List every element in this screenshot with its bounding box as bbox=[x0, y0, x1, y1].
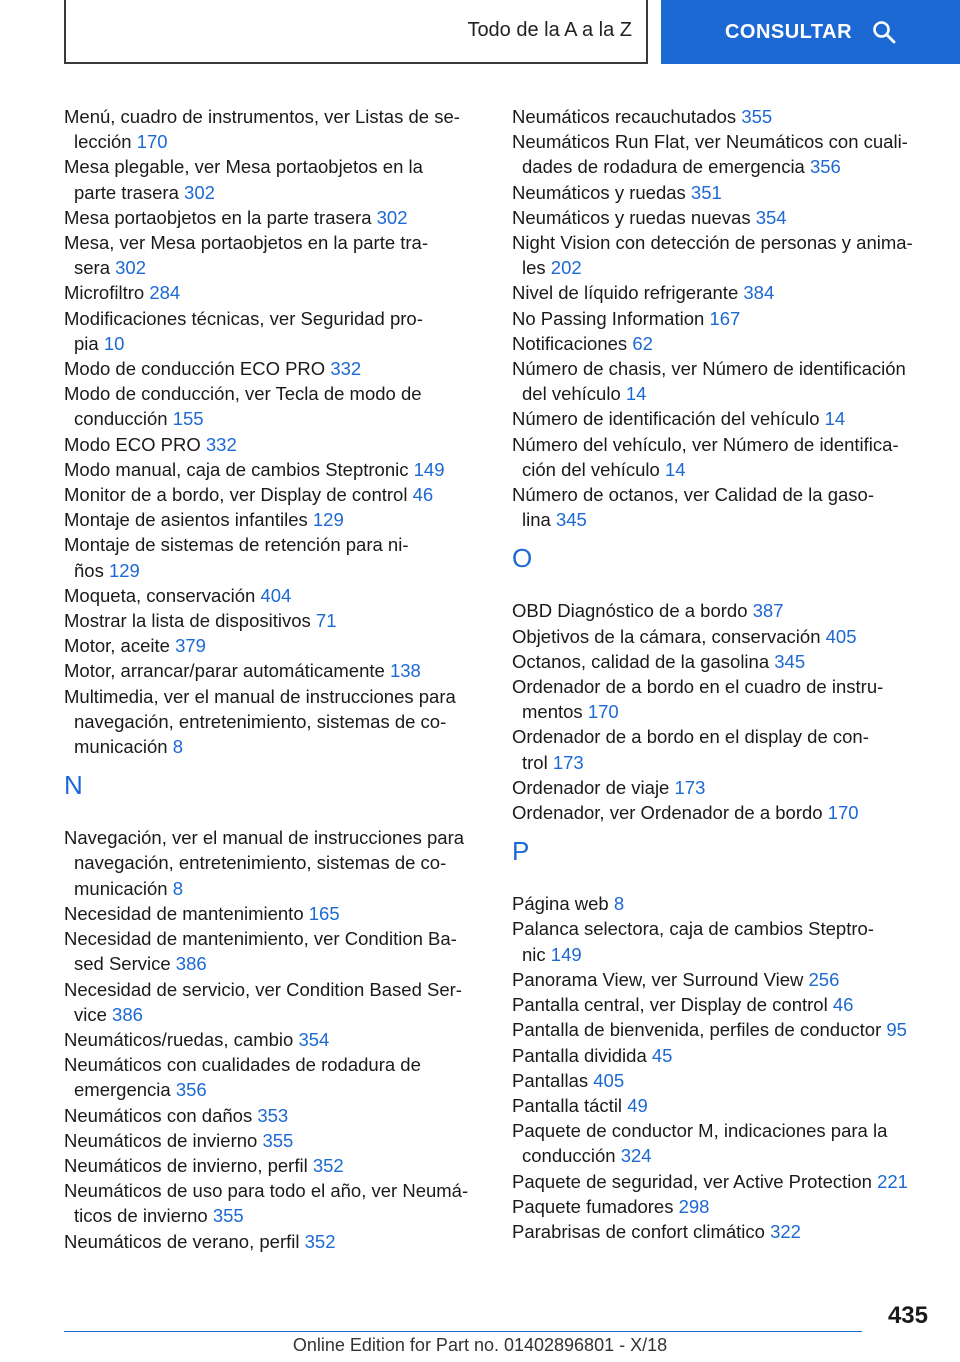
entry-text-continued: lección bbox=[74, 131, 137, 153]
index-entry bbox=[512, 356, 932, 406]
page-link[interactable]: 8 bbox=[172, 877, 184, 899]
page-link[interactable]: 138 bbox=[389, 660, 421, 682]
entry-text-continued: navegación, entretenimiento, sistemas de co- bbox=[74, 710, 447, 732]
entry-text: Notificaciones bbox=[512, 332, 633, 354]
entry-text: Ordenador de viaje bbox=[512, 776, 675, 798]
index-entry bbox=[512, 432, 932, 482]
index-entry bbox=[64, 482, 484, 507]
index-column-right bbox=[512, 104, 932, 1244]
page-link[interactable]: 173 bbox=[674, 776, 706, 798]
entry-text: Neumáticos con daños bbox=[64, 1104, 258, 1126]
page-link[interactable]: 404 bbox=[260, 584, 292, 606]
page-link[interactable]: 284 bbox=[149, 282, 181, 304]
page-link[interactable]: 256 bbox=[808, 968, 840, 990]
entry-text-continued: ños bbox=[74, 559, 109, 581]
entry-text: Panorama View, ver Surround View bbox=[512, 968, 809, 990]
entry-text: Necesidad de mantenimiento, ver Condition Ba- bbox=[64, 928, 457, 950]
page-link[interactable]: 46 bbox=[832, 994, 854, 1016]
page-link[interactable]: 46 bbox=[412, 484, 434, 506]
index-entry bbox=[64, 825, 484, 901]
index-entry bbox=[64, 977, 484, 1027]
page-link[interactable]: 405 bbox=[593, 1069, 625, 1091]
index-entry bbox=[64, 154, 484, 204]
index-entry bbox=[512, 230, 932, 280]
entry-text: Mesa portaobjetos en la parte trasera bbox=[64, 206, 377, 228]
index-entry bbox=[512, 1118, 932, 1168]
page-link[interactable]: 149 bbox=[413, 458, 445, 480]
footer-divider bbox=[64, 1331, 862, 1332]
index-entry bbox=[64, 356, 484, 381]
consult-button-label: CONSULTAR bbox=[724, 20, 853, 43]
entry-text: Microfiltro bbox=[64, 282, 150, 304]
index-entry bbox=[512, 724, 932, 774]
entry-text: Modificaciones técnicas, ver Seguridad pro- bbox=[64, 307, 423, 329]
entry-text-continued: emergencia bbox=[74, 1079, 176, 1101]
page-link[interactable]: 387 bbox=[752, 600, 784, 622]
page-link[interactable]: 129 bbox=[108, 559, 140, 581]
entry-text-continued: sera bbox=[74, 257, 116, 279]
entry-text: Modo de conducción ECO PRO bbox=[64, 358, 331, 380]
page-link[interactable]: 356 bbox=[809, 156, 841, 178]
index-entry bbox=[512, 180, 932, 205]
entry-text: Necesidad de mantenimiento bbox=[64, 902, 309, 924]
page-link[interactable]: 14 bbox=[824, 408, 846, 430]
page-link[interactable]: 167 bbox=[709, 307, 741, 329]
page-link[interactable]: 14 bbox=[625, 383, 647, 405]
page-link[interactable]: 345 bbox=[555, 509, 587, 531]
index-entry bbox=[512, 598, 932, 623]
index-entry bbox=[512, 916, 932, 966]
index-entry bbox=[512, 1194, 932, 1219]
index-group-m bbox=[64, 104, 484, 759]
page-link[interactable]: 379 bbox=[175, 635, 206, 657]
page-link[interactable]: 170 bbox=[827, 802, 859, 824]
page-link[interactable]: 324 bbox=[620, 1145, 652, 1167]
entry-text-continued: dades de rodadura de emergencia bbox=[522, 156, 810, 178]
index-entry bbox=[64, 583, 484, 608]
entry-text-continued: ticos de invierno bbox=[74, 1205, 213, 1227]
index-entry bbox=[64, 1027, 484, 1052]
index-entry bbox=[512, 306, 932, 331]
entry-text: Neumáticos recauchutados bbox=[512, 106, 742, 127]
index-entry bbox=[512, 406, 932, 431]
entry-text: Pantalla de bienvenida, perfiles de conductor bbox=[512, 1019, 887, 1041]
page-link[interactable]: 302 bbox=[376, 206, 408, 228]
search-icon bbox=[872, 20, 896, 44]
entry-text: Neumáticos Run Flat, ver Neumáticos con cuali- bbox=[512, 131, 908, 153]
index-entry bbox=[512, 800, 932, 825]
entry-text: Mesa, ver Mesa portaobjetos en la parte tra- bbox=[64, 232, 429, 254]
entry-text: Ordenador, ver Ordenador de a bordo bbox=[512, 802, 828, 824]
index-entry bbox=[64, 1178, 484, 1228]
entry-text: Paquete de conductor M, indicaciones para la bbox=[512, 1120, 888, 1142]
page-link[interactable]: 302 bbox=[115, 257, 147, 279]
entry-text-continued: nic bbox=[522, 943, 551, 965]
entry-text-continued: conducción bbox=[522, 1145, 621, 1167]
index-column-left bbox=[64, 104, 484, 1254]
entry-text-continued: navegación, entretenimiento, sistemas de co- bbox=[74, 852, 447, 874]
entry-text: OBD Diagnóstico de a bordo bbox=[512, 600, 753, 622]
section-tab-label: Todo de la A a la Z bbox=[467, 18, 632, 41]
entry-text: Mesa plegable, ver Mesa portaobjetos en la bbox=[64, 156, 423, 178]
entry-text: Palanca selectora, caja de cambios Steptro- bbox=[512, 918, 874, 940]
index-entry bbox=[512, 891, 932, 916]
entry-text: Neumáticos de verano, perfil bbox=[64, 1230, 305, 1252]
index-entry bbox=[64, 532, 484, 582]
index-entry bbox=[512, 1219, 932, 1244]
index-entry bbox=[512, 967, 932, 992]
entry-text: Modo de conducción, ver Tecla de modo de bbox=[64, 383, 422, 405]
entry-text: Número de identificación del vehículo bbox=[512, 408, 825, 430]
page-link[interactable]: 322 bbox=[770, 1220, 801, 1242]
index-entry bbox=[512, 205, 932, 230]
page-link[interactable]: 351 bbox=[690, 181, 722, 203]
page-link[interactable]: 298 bbox=[678, 1195, 710, 1217]
section-letter-n: N bbox=[64, 770, 83, 801]
index-entry bbox=[64, 658, 484, 683]
index-entry bbox=[512, 1093, 932, 1118]
section-letter-o: O bbox=[512, 543, 533, 574]
entry-text-continued: municación bbox=[74, 877, 173, 899]
page-link[interactable]: 405 bbox=[825, 625, 857, 647]
entry-text: Necesidad de servicio, ver Condition Based Ser- bbox=[64, 978, 462, 1000]
entry-text: Montaje de sistemas de retención para ni- bbox=[64, 534, 409, 556]
entry-text: Neumáticos de invierno, perfil bbox=[64, 1154, 313, 1176]
page-link[interactable]: 332 bbox=[205, 433, 237, 455]
entry-text: Parabrisas de confort climático bbox=[512, 1220, 771, 1242]
entry-text: Monitor de a bordo, ver Display de control bbox=[64, 484, 413, 506]
index-entry bbox=[512, 104, 932, 129]
entry-text-continued: conducción bbox=[74, 408, 173, 430]
entry-text: Montaje de asientos infantiles bbox=[64, 509, 313, 531]
entry-text-continued: pia bbox=[74, 332, 104, 354]
entry-text: Paquete de seguridad, ver Active Protection bbox=[512, 1170, 878, 1192]
entry-text: Neumáticos con cualidades de rodadura de bbox=[64, 1054, 421, 1076]
index-entry bbox=[64, 608, 484, 633]
index-entry bbox=[64, 104, 484, 154]
page-link[interactable]: 165 bbox=[308, 902, 340, 924]
entry-text: Número de octanos, ver Calidad de la gaso- bbox=[512, 484, 874, 506]
index-entry bbox=[64, 280, 484, 305]
entry-text: Octanos, calidad de la gasolina bbox=[512, 650, 775, 672]
entry-text: Navegación, ver el manual de instrucciones para bbox=[64, 827, 465, 849]
entry-text-continued: del vehículo bbox=[522, 383, 626, 405]
index-entry bbox=[512, 280, 932, 305]
page-link[interactable]: 355 bbox=[262, 1129, 294, 1151]
entry-text: No Passing Information bbox=[512, 307, 710, 329]
section-letter-p: P bbox=[512, 836, 530, 867]
entry-text-continued: lina bbox=[522, 509, 556, 531]
entry-text-continued: les bbox=[522, 257, 551, 279]
page-link[interactable]: 62 bbox=[632, 332, 653, 354]
index-entry bbox=[64, 432, 484, 457]
page-link[interactable]: 352 bbox=[304, 1230, 336, 1252]
entry-text-continued: trol bbox=[522, 751, 553, 773]
index-entry bbox=[64, 926, 484, 976]
page-link[interactable]: 14 bbox=[664, 458, 686, 480]
entry-text: Motor, aceite bbox=[64, 635, 176, 657]
page-link[interactable]: 170 bbox=[587, 701, 619, 723]
entry-text: Neumáticos/ruedas, cambio bbox=[64, 1028, 299, 1050]
entry-text-continued: mentos bbox=[522, 701, 588, 723]
page-link[interactable]: 49 bbox=[627, 1094, 648, 1116]
entry-text: Número de chasis, ver Número de identificación bbox=[512, 358, 906, 380]
index-group-o bbox=[512, 598, 932, 825]
entry-text: Número del vehículo, ver Número de identifica- bbox=[512, 433, 899, 455]
page-number: 435 bbox=[887, 1302, 928, 1329]
page-link[interactable]: 386 bbox=[112, 1003, 143, 1025]
entry-text: Nivel de líquido refrigerante bbox=[512, 282, 744, 304]
page-link[interactable]: 95 bbox=[886, 1019, 907, 1041]
index-entry bbox=[64, 1153, 484, 1178]
index-entry bbox=[512, 775, 932, 800]
page-link[interactable]: 354 bbox=[755, 206, 787, 228]
index-entry bbox=[512, 624, 932, 649]
index-entry bbox=[512, 1017, 932, 1042]
index-entry bbox=[512, 674, 932, 724]
page-link[interactable]: 10 bbox=[103, 332, 125, 354]
page-link[interactable]: 149 bbox=[550, 943, 582, 965]
index-entry bbox=[64, 230, 484, 280]
index-entry bbox=[64, 306, 484, 356]
entry-text: Modo manual, caja de cambios Steptronic bbox=[64, 458, 414, 480]
index-entry bbox=[64, 205, 484, 230]
page-link[interactable]: 355 bbox=[212, 1205, 244, 1227]
page-link[interactable]: 8 bbox=[613, 893, 625, 915]
entry-text: Night Vision con detección de personas y anima- bbox=[512, 232, 913, 254]
page-link[interactable]: 356 bbox=[175, 1079, 207, 1101]
entry-text: Pantalla táctil bbox=[512, 1094, 628, 1116]
index-entry bbox=[512, 1169, 932, 1194]
index-entry bbox=[512, 649, 932, 674]
page-link[interactable]: 352 bbox=[312, 1154, 344, 1176]
entry-text-continued: parte trasera bbox=[74, 181, 185, 203]
entry-text-continued: sed Service bbox=[74, 953, 176, 975]
entry-text: Mostrar la lista de dispositivos bbox=[64, 610, 316, 632]
index-entry bbox=[64, 633, 484, 658]
index-entry bbox=[512, 1043, 932, 1068]
page-link[interactable]: 202 bbox=[550, 257, 582, 279]
index-group-n bbox=[64, 825, 484, 1253]
entry-text: Objetivos de la cámara, conservación bbox=[512, 625, 826, 647]
index-entry bbox=[512, 129, 932, 179]
entry-text: Neumáticos de invierno bbox=[64, 1129, 263, 1151]
index-entry bbox=[512, 992, 932, 1017]
page-link[interactable]: 155 bbox=[172, 408, 204, 430]
index-entry bbox=[512, 1068, 932, 1093]
entry-text: Motor, arrancar/parar automáticamente bbox=[64, 660, 390, 682]
entry-text: Pantalla dividida bbox=[512, 1044, 652, 1066]
entry-text: Página web bbox=[512, 893, 614, 915]
index-entry bbox=[64, 507, 484, 532]
edition-footer: Online Edition for Part no. 01402896801 - X/18 bbox=[292, 1335, 668, 1355]
page-link[interactable]: 129 bbox=[312, 509, 344, 531]
entry-text-continued: municación bbox=[74, 736, 173, 758]
index-entry bbox=[64, 1128, 484, 1153]
index-entry bbox=[64, 684, 484, 760]
entry-text: Pantalla central, ver Display de control bbox=[512, 994, 833, 1016]
index-entry bbox=[64, 1103, 484, 1128]
page-link[interactable]: 384 bbox=[743, 282, 775, 304]
index-entry bbox=[512, 331, 932, 356]
index-entry bbox=[64, 457, 484, 482]
entry-text-continued: ción del vehículo bbox=[522, 458, 665, 480]
page-link[interactable]: 71 bbox=[315, 610, 337, 632]
page-link[interactable]: 45 bbox=[651, 1044, 673, 1066]
page-link[interactable]: 354 bbox=[298, 1028, 330, 1050]
index-entry bbox=[64, 1229, 484, 1254]
entry-text: Neumáticos y ruedas nuevas bbox=[512, 206, 756, 228]
page-link[interactable]: 353 bbox=[257, 1104, 289, 1126]
entry-text: Paquete fumadores bbox=[512, 1195, 679, 1217]
entry-text: Neumáticos y ruedas bbox=[512, 181, 691, 203]
section-tab[interactable] bbox=[64, 0, 648, 64]
index-group-p bbox=[512, 891, 932, 1244]
entry-text: Neumáticos de uso para todo el año, ver Neumá- bbox=[64, 1180, 469, 1202]
index-entry bbox=[64, 1052, 484, 1102]
entry-text-continued: vice bbox=[74, 1003, 113, 1025]
entry-text: Ordenador de a bordo en el display de con- bbox=[512, 726, 869, 748]
consult-button[interactable] bbox=[661, 0, 960, 64]
entry-text: Modo ECO PRO bbox=[64, 433, 206, 455]
entry-text: Multimedia, ver el manual de instrucciones para bbox=[64, 685, 456, 707]
entry-text: Ordenador de a bordo en el cuadro de instru- bbox=[512, 676, 884, 698]
page-link[interactable]: 221 bbox=[877, 1170, 908, 1192]
page-link[interactable]: 302 bbox=[184, 181, 215, 203]
entry-text: Moqueta, conservación bbox=[64, 584, 261, 606]
entry-text: Menú, cuadro de instrumentos, ver Listas de se- bbox=[64, 106, 460, 127]
page-link[interactable]: 173 bbox=[552, 751, 584, 773]
index-group-n-cont bbox=[512, 104, 932, 532]
index-entry bbox=[512, 482, 932, 532]
entry-text: Pantallas bbox=[512, 1069, 594, 1091]
page-link[interactable]: 345 bbox=[774, 650, 806, 672]
page-link[interactable]: 8 bbox=[172, 736, 184, 758]
page-link[interactable]: 332 bbox=[330, 358, 362, 380]
page-link[interactable]: 386 bbox=[175, 953, 207, 975]
page-link[interactable]: 170 bbox=[136, 131, 168, 153]
index-entry bbox=[64, 381, 484, 431]
page-link[interactable]: 355 bbox=[741, 106, 773, 127]
index-entry bbox=[64, 901, 484, 926]
